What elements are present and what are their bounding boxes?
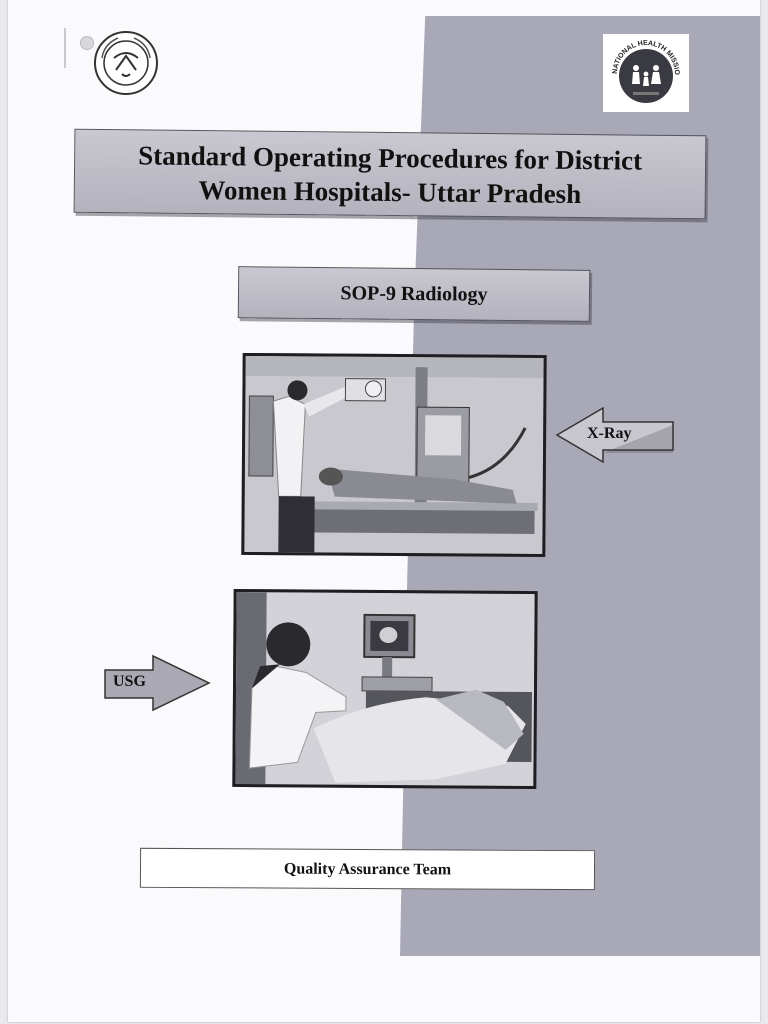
punch-slit	[64, 28, 66, 68]
usg-photo	[232, 589, 537, 789]
usg-label: USG	[113, 673, 146, 690]
usg-callout-arrow	[103, 654, 211, 712]
xray-callout-arrow	[555, 406, 675, 464]
title-line-2: Women Hospitals- Uttar Pradesh	[198, 174, 582, 210]
nhm-logo-text: NATIONAL HEALTH MISSIO	[611, 39, 681, 76]
sop-label-banner: SOP-9 Radiology	[238, 266, 591, 322]
title-banner	[74, 129, 707, 220]
national-health-mission-logo-icon	[603, 34, 689, 112]
xray-label: X-Ray	[587, 425, 632, 442]
xray-photo	[241, 353, 546, 557]
up-government-seal-icon	[92, 30, 160, 96]
title-line-1: Standard Operating Procedures for District	[138, 140, 643, 176]
quality-assurance-team-label: Quality Assurance Team	[140, 848, 595, 890]
